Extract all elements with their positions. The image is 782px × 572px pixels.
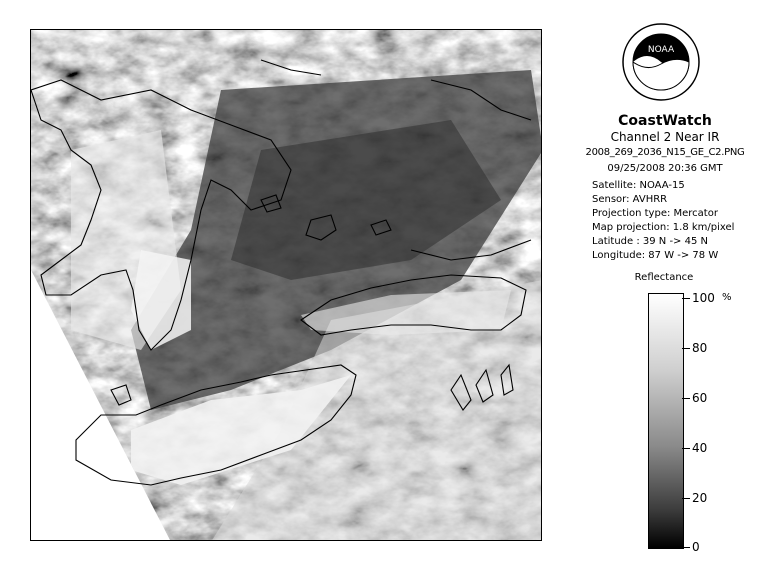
colorbar-label: Reflectance bbox=[634, 272, 694, 283]
colorbar-tick-label: 80 bbox=[692, 341, 708, 355]
colorbar-tick-label: 60 bbox=[692, 391, 708, 405]
colorbar-tick bbox=[682, 547, 690, 548]
colorbar bbox=[648, 293, 684, 549]
filename: 2008_269_2036_N15_GE_C2.PNG bbox=[585, 147, 745, 158]
colorbar-tick bbox=[682, 498, 690, 499]
satellite-map bbox=[30, 29, 542, 541]
satellite-swath bbox=[31, 30, 542, 541]
logo-text: NOAA bbox=[647, 45, 675, 55]
colorbar-tick bbox=[682, 348, 690, 349]
colorbar-tick bbox=[682, 448, 690, 449]
datetime: 09/25/2008 20:36 GMT bbox=[607, 163, 723, 174]
colorbar-tick-label: 40 bbox=[692, 441, 708, 455]
noaa-seal-icon bbox=[621, 22, 701, 102]
subtitle: Channel 2 Near IR bbox=[610, 130, 720, 144]
satellite: Satellite: NOAA-15 bbox=[592, 180, 685, 191]
longitude: Longitude: 87 W -> 78 W bbox=[592, 250, 719, 261]
colorbar-tick-label: 100 bbox=[692, 291, 715, 305]
colorbar-tick-label: 20 bbox=[692, 491, 708, 505]
title: CoastWatch bbox=[618, 113, 712, 129]
colorbar-tick-label: 0 bbox=[692, 540, 700, 554]
latitude: Latitude : 39 N -> 45 N bbox=[592, 236, 708, 247]
map-image bbox=[31, 30, 542, 541]
colorbar-unit: % bbox=[722, 292, 732, 303]
colorbar-tick bbox=[682, 398, 690, 399]
colorbar-tick bbox=[682, 298, 690, 299]
sensor: Sensor: AVHRR bbox=[592, 194, 668, 205]
projection-type: Projection type: Mercator bbox=[592, 208, 718, 219]
map-projection: Map projection: 1.8 km/pixel bbox=[592, 222, 735, 233]
